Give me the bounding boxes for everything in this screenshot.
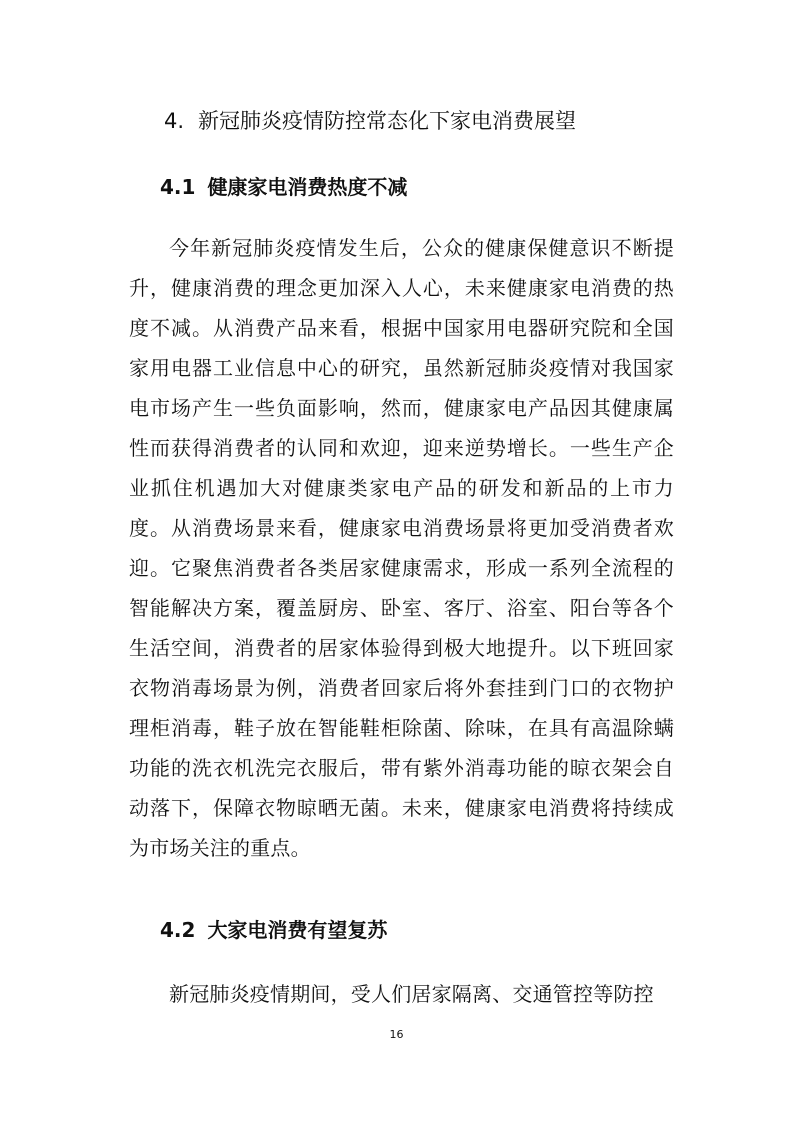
subsection-number: 4.1	[160, 175, 196, 199]
page-number: 16	[389, 1028, 404, 1041]
section-number: 4.	[164, 109, 185, 133]
subsection-heading-4-2	[160, 915, 387, 945]
subsection-title: 大家电消费有望复苏	[207, 918, 388, 942]
subsection-number: 4.2	[160, 918, 196, 942]
subsection-title: 健康家电消费热度不减	[207, 175, 408, 199]
subsection-heading-4-1	[160, 172, 407, 202]
body-paragraph: 新冠肺炎疫情期间，受人们居家隔离、交通管控等防控	[169, 982, 654, 1006]
section-heading	[164, 106, 576, 136]
body-paragraph: 今年新冠肺炎疫情发生后，公众的健康保健意识不断提升，健康消费的理念更加深入人心，未来健康家电消费的热度不减。从消费产品来看，根据中国家用电器研究院和全国家用电器工业信息中心的研究，虽然新冠肺炎疫情对我国家电市场产生一些负面影响，然而，健康家电产品因其健康属性而获得消费者的认同和欢迎，迎来逆势增长。一些生产企业抓住机遇加大对健康类家电产品的研发和新品的上市力度。从消费场景来看，健康家电消费场景将更加受消费者欢迎。它聚焦消费者各类居家健康需求，形成一系列全流程的智能解决方案，覆盖厨房、卧室、客厅、浴室、阳台等各个生活空间，消费者的居家体验得到极大地提升。以下班回家衣物消毒场景为例，消费者回家后将外套挂到门口的衣物护理柜消毒，鞋子放在智能鞋柜除菌、除味，在具有高温除螨功能的洗衣机洗完衣服后，带有紫外消毒功能的晾衣架会自动落下，保障衣物晾晒无菌。未来，健康家电消费将持续成为市场关注的重点。	[129, 236, 674, 860]
section-title: 新冠肺炎疫情防控常态化下家电消费展望	[198, 109, 577, 133]
